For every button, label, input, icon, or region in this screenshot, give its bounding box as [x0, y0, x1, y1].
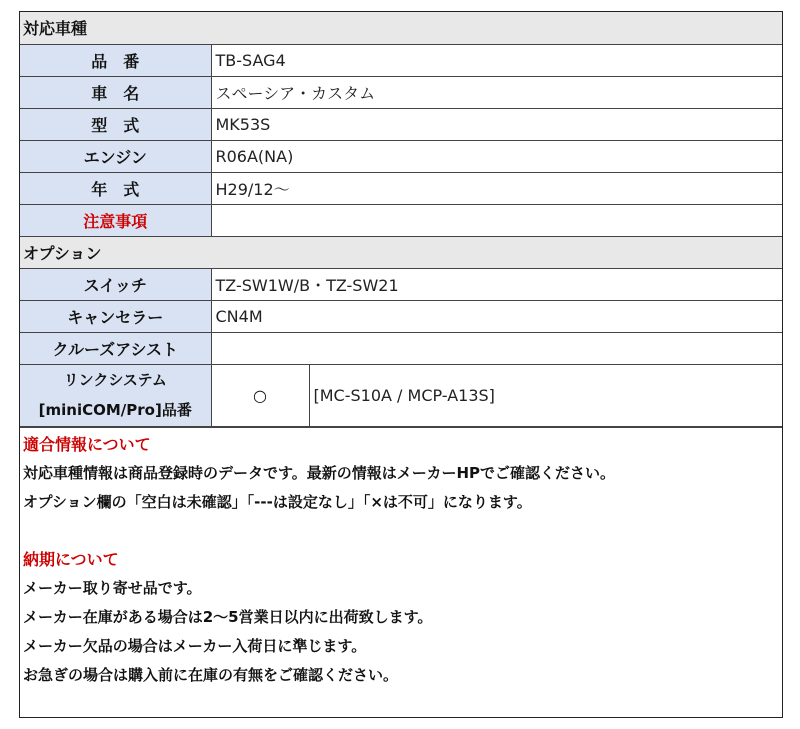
- fit-info-line: オプション欄の「空白は未確認」「---は設定なし」「×は不可」になります。: [23, 492, 532, 511]
- table-row: [20, 44, 782, 76]
- label-canceller: キャンセラー: [20, 300, 211, 332]
- table-row-link-system: [20, 364, 782, 426]
- value-model-year: H29/12～: [211, 172, 782, 204]
- table-row: [20, 76, 782, 108]
- table-row: [20, 332, 782, 364]
- fit-info-heading: 適合情報について: [23, 434, 151, 454]
- value-link-system: [MC-S10A / MCP-A13S]: [309, 364, 782, 426]
- label-link-system-line1: リンクシステム: [63, 371, 167, 389]
- label-switch: スイッチ: [20, 268, 211, 300]
- delivery-line: メーカー取り寄せ品です。: [23, 578, 202, 597]
- value-model-code: MK53S: [211, 108, 782, 140]
- table-row: [20, 140, 782, 172]
- label-link-system-line2: [miniCOM/Pro]品番: [38, 401, 192, 419]
- value-caution: [211, 204, 782, 236]
- label-car-name: 車 名: [20, 76, 211, 108]
- table-row: [20, 108, 782, 140]
- section-title-vehicle: 対応車種: [20, 12, 782, 44]
- label-cruise-assist: クルーズアシスト: [20, 332, 211, 364]
- value-switch: TZ-SW1W/B・TZ-SW21: [211, 268, 782, 300]
- value-car-name: スペーシア・カスタム: [211, 76, 782, 108]
- value-canceller: CN4M: [211, 300, 782, 332]
- compatibility-sheet: [19, 11, 783, 718]
- label-part-number: 品 番: [20, 44, 211, 76]
- value-engine: R06A(NA): [211, 140, 782, 172]
- link-system-mark: ○: [211, 364, 309, 426]
- label-link-system: [20, 364, 211, 426]
- delivery-line: お急ぎの場合は購入前に在庫の有無をご確認ください。: [23, 665, 399, 684]
- delivery-line: メーカー欠品の場合はメーカー入荷日に準じます。: [23, 636, 367, 655]
- table-row: [20, 204, 782, 236]
- table-row: [20, 172, 782, 204]
- label-engine: エンジン: [20, 140, 211, 172]
- section-header-vehicle: [20, 12, 782, 44]
- label-caution: 注意事項: [20, 204, 211, 236]
- table-row: [20, 300, 782, 332]
- table-row: [20, 268, 782, 300]
- label-model-code: 型 式: [20, 108, 211, 140]
- label-model-year: 年 式: [20, 172, 211, 204]
- section-title-option: オプション: [20, 236, 782, 268]
- notes-section: [20, 427, 782, 690]
- delivery-heading: 納期について: [23, 549, 119, 569]
- fit-info-line: 対応車種情報は商品登録時のデータです。最新の情報はメーカーHPでご確認ください。: [23, 463, 616, 482]
- section-header-option: [20, 236, 782, 268]
- value-cruise-assist: [211, 332, 782, 364]
- notes-spacer: [23, 517, 782, 545]
- value-part-number: TB-SAG4: [211, 44, 782, 76]
- spec-table: [20, 12, 782, 427]
- delivery-line: メーカー在庫がある場合は2～5営業日以内に出荷致します。: [23, 607, 433, 626]
